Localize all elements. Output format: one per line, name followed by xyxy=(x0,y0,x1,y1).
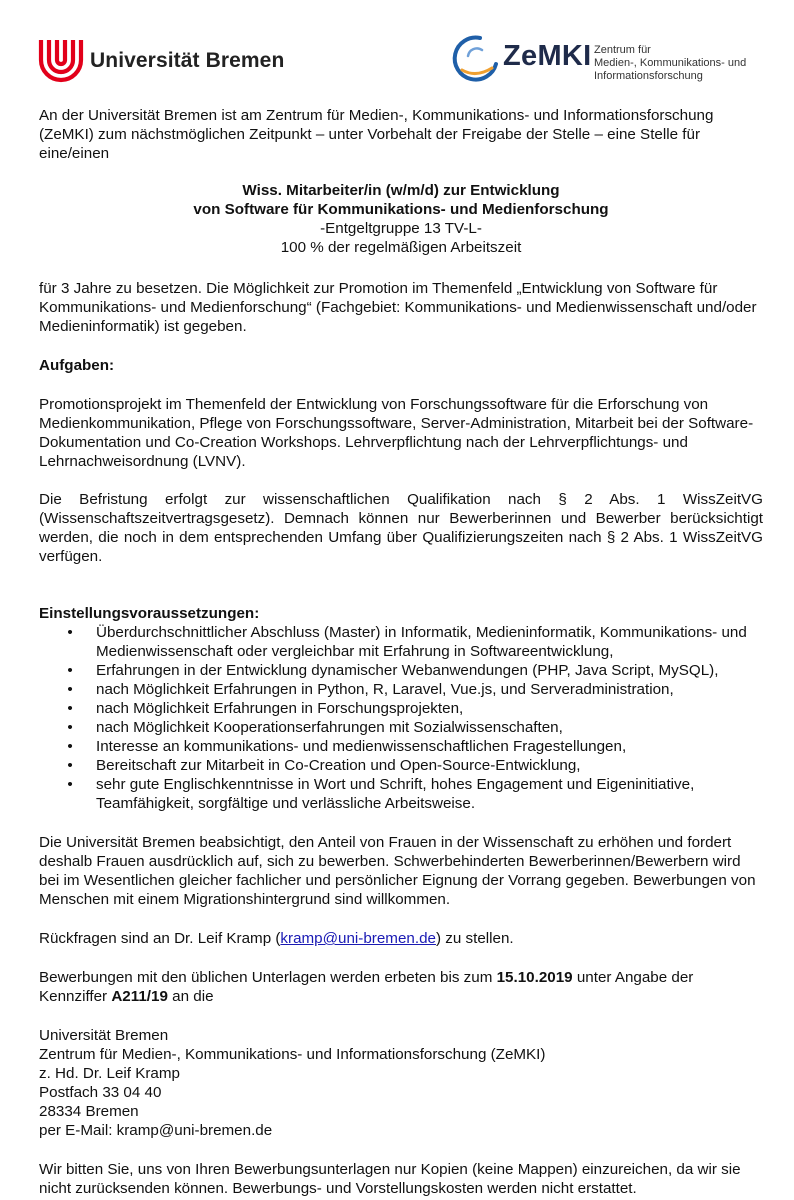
requirement-text: Bereitschaft zur Mitarbeit in Co-Creation und Open-Source-Entwicklung, xyxy=(96,757,581,774)
list-item xyxy=(39,661,763,680)
application-deadline: 15.10.2019 xyxy=(496,969,573,986)
requirement-text: sehr gute Englischkenntnisse in Wort und Schrift, hohes Engagement und Eigeninitiative, Teamfähigkeit, sorgfältige und verlässliche Arbeitsweise. xyxy=(96,776,695,812)
university-bremen-emblem-icon xyxy=(38,38,84,84)
duration-paragraph: für 3 Jahre zu besetzen. Die Möglichkeit zur Promotion im Themenfeld „Entwicklung von Software für Kommunikations- und Medienforschung“ (Fachgebiet: Kommunikations- und Medienwissenschaft und/oder Medieninformatik) ist gegeben. xyxy=(39,280,757,335)
zemki-name: ZeMKI xyxy=(503,40,592,72)
requirement-text: nach Möglichkeit Erfahrungen in Python, R, Laravel, Vue.js, und Serveradministration, xyxy=(96,681,674,698)
intro-paragraph: An der Universität Bremen ist am Zentrum für Medien-, Kommunikations- und Informationsforschung (ZeMKI) zum nächstmöglichen Zeitpunkt – unter Vorbehalt der Freigabe der Stelle – eine Stelle für eine/einen xyxy=(39,107,714,162)
section-spacer xyxy=(39,566,763,604)
limitation-paragraph: Die Befristung erfolgt zur wissenschaftlichen Qualifikation nach § 2 Abs. 1 WissZeitVG (Wissenschaftszeitvertragsgesetz). Demnach können nur Bewerberinnen und Bewerber berücksichtigt werden, die noch in dem entsprechenden Umfang über Qualifizierungszeiten nach § 2 Abs. 1 WissZeitVG verfügen. xyxy=(39,491,763,565)
tasks-paragraph: Promotionsprojekt im Themenfeld der Entwicklung von Forschungssoftware für die Erforschung von Medienkommunikation, Pflege von Forschungssoftware, Server-Administration, Mitarbeit bei der Software-Dokumentation und Co-Creation Workshops. Lehrverpflichtung nach der Lehrverpflichtungs- und Lehrnachweisordnung (LVNV). xyxy=(39,396,754,470)
bullet-icon: • xyxy=(67,662,73,679)
bullet-icon: • xyxy=(67,719,73,736)
bullet-icon: • xyxy=(67,738,73,755)
posting-body xyxy=(39,106,763,1198)
requirement-text: Interesse an kommunikations- und medienwissenschaftlichen Fragestellungen, xyxy=(96,738,627,755)
zemki-swirl-icon xyxy=(450,34,500,84)
list-item xyxy=(39,623,763,661)
university-name: Universität Bremen xyxy=(90,49,285,72)
address-line: Postfach 33 04 40 xyxy=(39,1084,162,1101)
application-prefix: Bewerbungen mit den üblichen Unterlagen werden erbeten bis zum xyxy=(39,969,497,986)
address-line: Zentrum für Medien-, Kommunikations- und Informationsforschung (ZeMKI) xyxy=(39,1046,546,1063)
requirement-text: Erfahrungen in der Entwicklung dynamischer Webanwendungen (PHP, Java Script, MySQL), xyxy=(96,662,719,679)
bullet-icon: • xyxy=(67,757,73,774)
bullet-icon: • xyxy=(67,624,73,641)
contact-email-link[interactable]: kramp@uni-bremen.de xyxy=(280,930,436,947)
requirement-text: nach Möglichkeit Erfahrungen in Forschungsprojekten, xyxy=(96,700,464,717)
zemki-subtitle-line: Medien-, Kommunikations- und xyxy=(594,57,747,69)
zemki-subtitle-line: Informationsforschung xyxy=(594,70,703,82)
postal-address xyxy=(39,1026,763,1140)
application-paragraph xyxy=(39,968,763,1006)
contact-suffix: ) zu stellen. xyxy=(435,930,514,947)
university-logo xyxy=(38,38,284,84)
bullet-icon: • xyxy=(67,776,73,793)
position-title-line-1: Wiss. Mitarbeiter/in (w/m/d) zur Entwicklung xyxy=(242,182,560,199)
equality-paragraph: Die Universität Bremen beabsichtigt, den Anteil von Frauen in der Wissenschaft zu erhöhen und fordert deshalb Frauen ausdrücklich auf, sich zu bewerben. Schwerbehinderten Bewerberinnen/Bewerbern wird bei im Wesentlichen gleicher fachlicher und persönlicher Eignung der Vorrang gegeben. Bewerbungen von Menschen mit einem Migrationshintergrund sind willkommen. xyxy=(39,834,756,908)
requirements-heading: Einstellungsvoraussetzungen: xyxy=(39,605,260,622)
list-item xyxy=(39,756,763,775)
reference-number: A211/19 xyxy=(111,988,168,1005)
position-title-line-2: von Software für Kommunikations- und Medienforschung xyxy=(193,201,609,218)
contact-paragraph xyxy=(39,929,763,948)
address-line: 28334 Bremen xyxy=(39,1103,139,1120)
zemki-subtitle-line: Zentrum für xyxy=(594,44,651,56)
list-item xyxy=(39,680,763,699)
address-line: z. Hd. Dr. Leif Kramp xyxy=(39,1065,180,1082)
contact-prefix: Rückfragen sind an Dr. Leif Kramp ( xyxy=(39,930,281,947)
list-item xyxy=(39,775,763,813)
closing-paragraph: Wir bitten Sie, uns von Ihren Bewerbungsunterlagen nur Kopien (keine Mappen) einzureichen, da wir sie nicht zurücksenden können. Bewerbungs- und Vorstellungskosten werden nicht erstattet. xyxy=(39,1161,741,1197)
application-suffix: an die xyxy=(167,988,214,1005)
bullet-icon: • xyxy=(67,700,73,717)
requirement-text: nach Möglichkeit Kooperationserfahrungen mit Sozialwissenschaften, xyxy=(96,719,563,736)
address-line: per E-Mail: kramp@uni-bremen.de xyxy=(39,1122,273,1139)
list-item xyxy=(39,699,763,718)
tasks-heading: Aufgaben: xyxy=(39,357,115,374)
position-title-block xyxy=(39,181,763,257)
application-middle: unter Angabe der Kennziffer xyxy=(39,969,694,1005)
bullet-icon: • xyxy=(67,681,73,698)
working-hours: 100 % der regelmäßigen Arbeitszeit xyxy=(280,239,522,256)
address-line: Universität Bremen xyxy=(39,1027,169,1044)
requirements-list xyxy=(39,623,763,813)
list-item xyxy=(39,737,763,756)
requirement-text: Überdurchschnittlicher Abschluss (Master) in Informatik, Medieninformatik, Kommunikations- und Medienwissenschaft oder vergleichbar mit Erfahrung in Softwareentwicklung, xyxy=(96,624,747,660)
list-item xyxy=(39,718,763,737)
pay-grade: -Entgeltgruppe 13 TV-L- xyxy=(320,220,482,237)
letterhead xyxy=(0,0,794,100)
zemki-subtitle xyxy=(594,44,774,83)
